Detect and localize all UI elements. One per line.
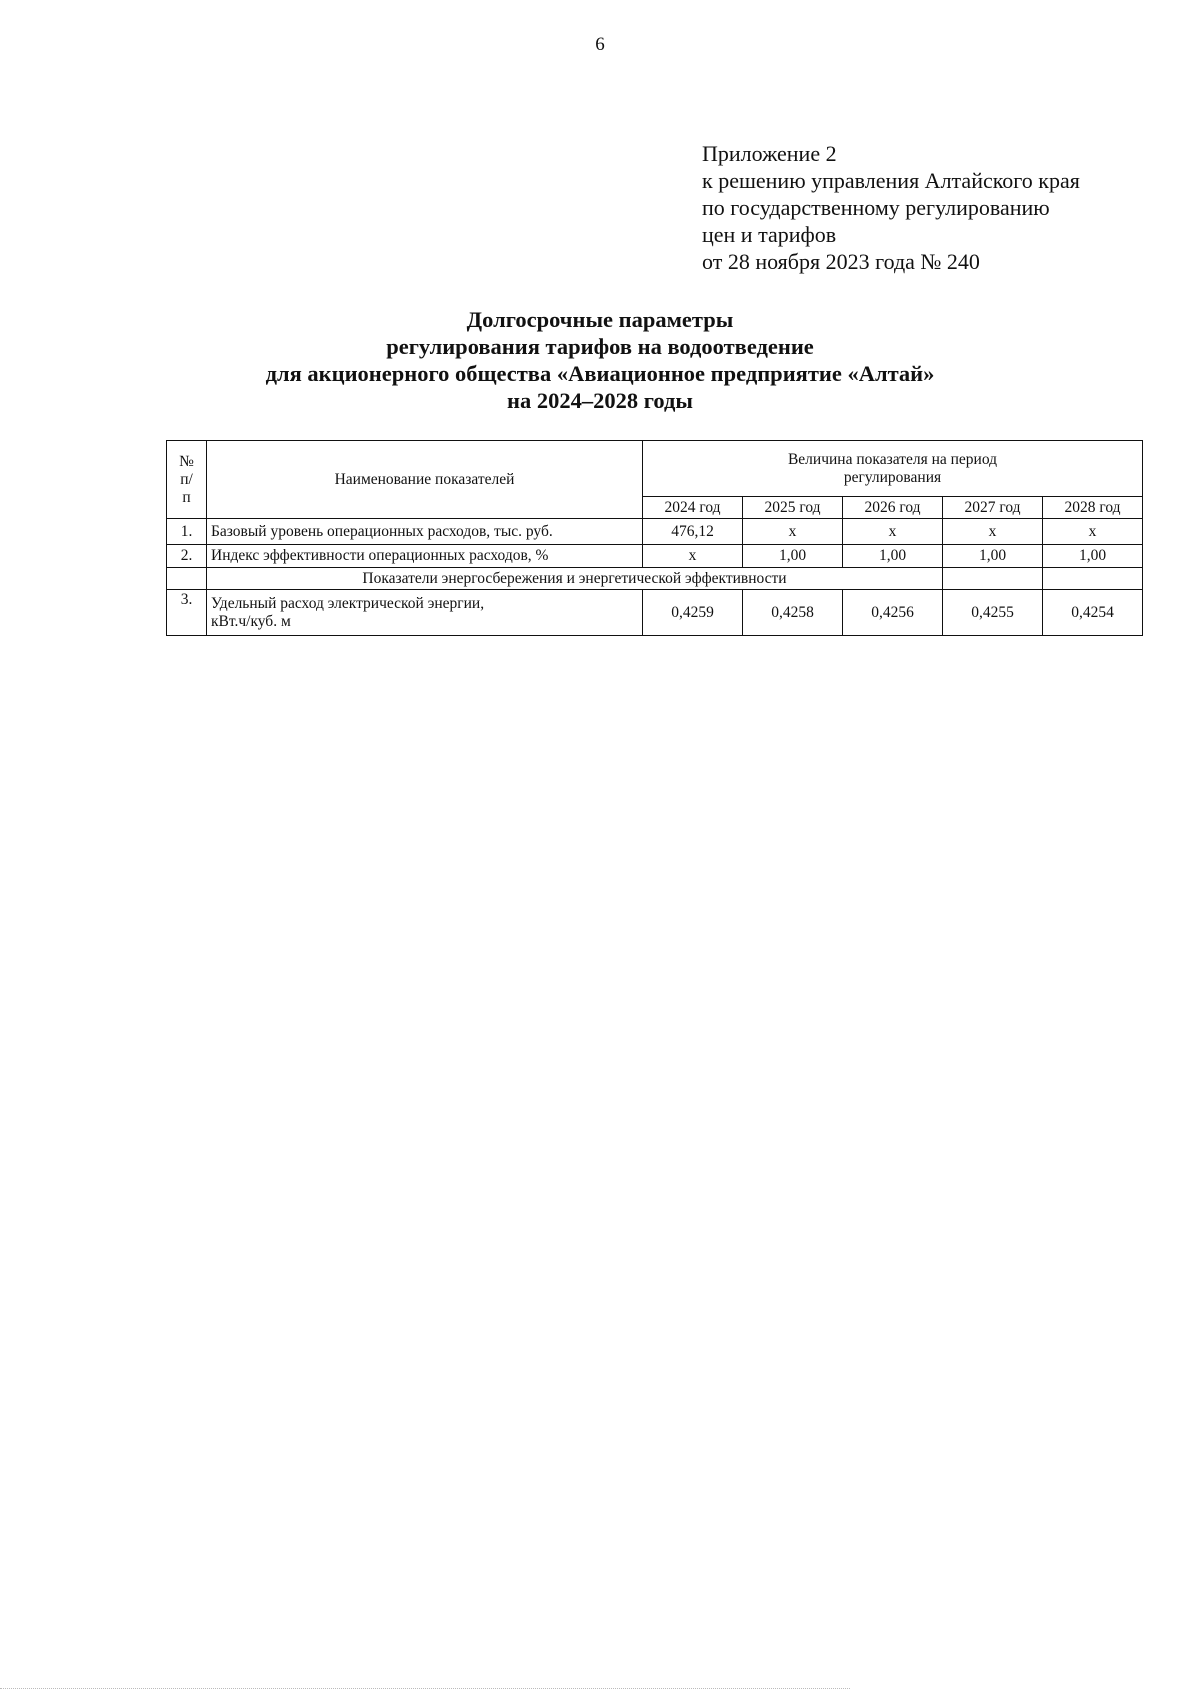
row-value: x (943, 519, 1043, 545)
page-number: 6 (595, 34, 605, 55)
row-indicator-name: Базовый уровень операционных расходов, тыс. руб. (207, 519, 643, 545)
header-year: 2024 год (643, 497, 743, 519)
header-indicator-name: Наименование показателей (207, 441, 643, 519)
row-value: 1,00 (743, 545, 843, 568)
header-period (643, 441, 1143, 497)
row-indicator-name: Индекс эффективности операционных расходов, % (207, 545, 643, 568)
row-value: x (843, 519, 943, 545)
parameters-table (166, 440, 1143, 636)
row-value: 0,4259 (643, 590, 743, 636)
header-number (167, 441, 207, 519)
document-title (0, 306, 1200, 414)
row-value: x (1043, 519, 1143, 545)
row-value: x (743, 519, 843, 545)
row-value: 0,4255 (943, 590, 1043, 636)
row-value: 1,00 (843, 545, 943, 568)
row-value: x (643, 545, 743, 568)
table-header-row (167, 441, 1143, 497)
header-period-line: регулирования (843, 468, 942, 486)
row-value: 1,00 (1043, 545, 1143, 568)
section-empty-cell (1043, 568, 1143, 590)
row-value: 0,4256 (843, 590, 943, 636)
appendix-line: цен и тарифов (702, 222, 837, 247)
title-line: на 2024–2028 годы (507, 388, 693, 413)
section-empty-cell (943, 568, 1043, 590)
appendix-line: по государственному регулированию (702, 195, 1050, 220)
appendix-line: от 28 ноября 2023 года № 240 (702, 249, 980, 274)
section-row (167, 568, 1143, 590)
title-line: для акционерного общества «Авиационное предприятие «Алтай» (265, 361, 935, 386)
table-row (167, 519, 1143, 545)
title-line: регулирования тарифов на водоотведение (386, 334, 814, 359)
row-indicator-name (207, 590, 643, 636)
row-value: 476,12 (643, 519, 743, 545)
appendix-block (702, 140, 1172, 275)
row-number: 1. (167, 519, 207, 545)
scan-bottom-edge (0, 1688, 850, 1689)
section-title: Показатели энергосбережения и энергетической эффективности (207, 568, 943, 590)
header-year: 2025 год (743, 497, 843, 519)
appendix-line: Приложение 2 (702, 141, 837, 166)
header-period-line: Величина показателя на период (787, 450, 998, 468)
row-number: 2. (167, 545, 207, 568)
row-number: 3. (167, 590, 207, 636)
row-value: 0,4254 (1043, 590, 1143, 636)
row-indicator-line: кВт.ч/куб. м (211, 612, 291, 630)
row-indicator-line: Удельный расход электрической энергии, (211, 594, 485, 612)
section-empty-cell (167, 568, 207, 590)
header-number-line: п/ (180, 470, 193, 488)
header-number-line: п (182, 488, 191, 506)
header-year: 2026 год (843, 497, 943, 519)
header-year: 2027 год (943, 497, 1043, 519)
header-year: 2028 год (1043, 497, 1143, 519)
table-row (167, 545, 1143, 568)
header-number-line: № (179, 452, 194, 470)
title-line: Долгосрочные параметры (466, 307, 734, 332)
table-row (167, 590, 1143, 636)
row-value: 0,4258 (743, 590, 843, 636)
row-value: 1,00 (943, 545, 1043, 568)
appendix-line: к решению управления Алтайского края (702, 168, 1080, 193)
